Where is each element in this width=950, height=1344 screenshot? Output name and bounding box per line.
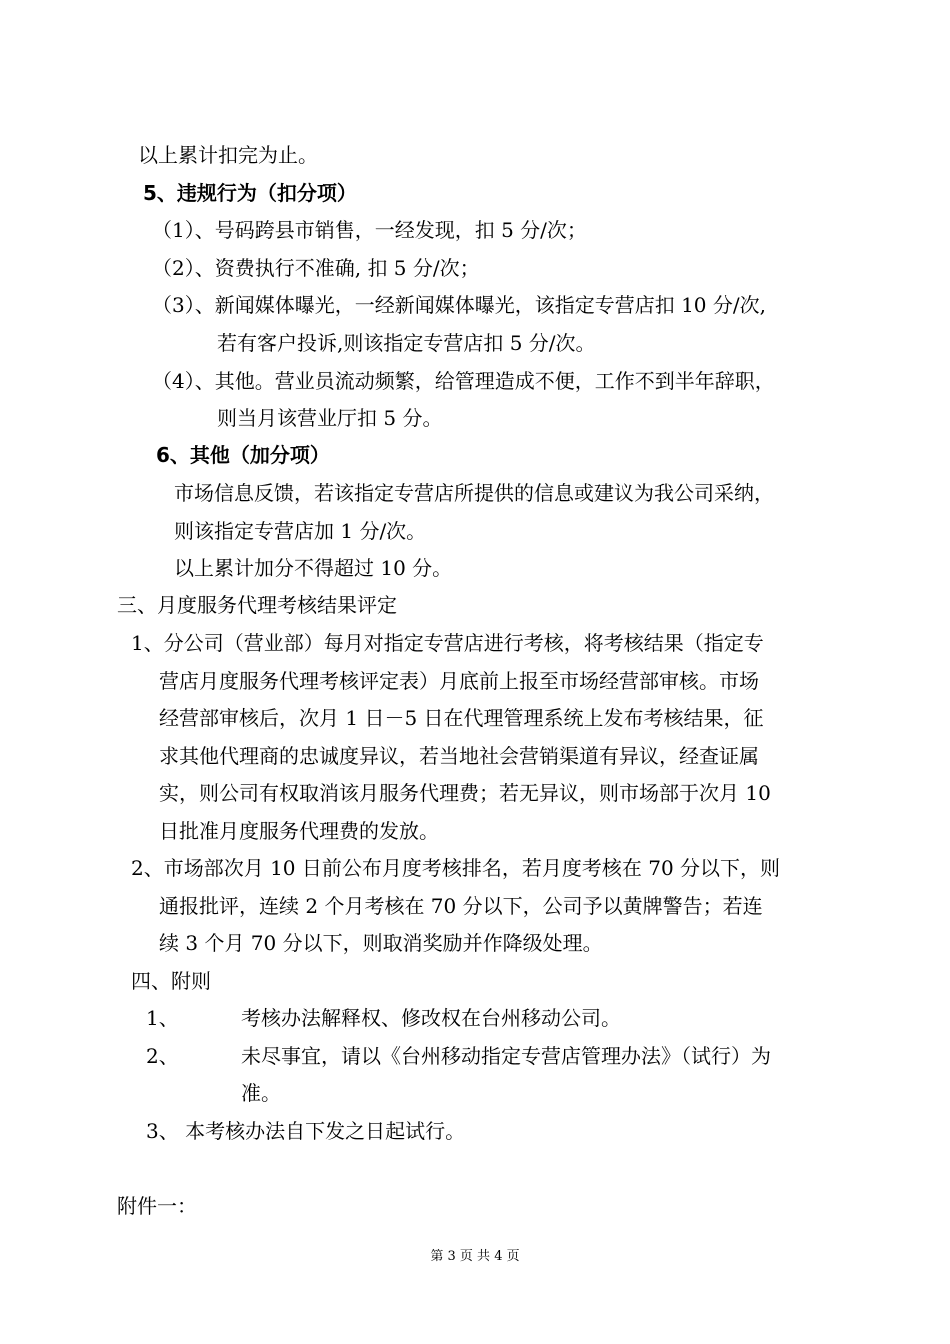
section4-item2-text-line1: 未尽事宜，请以《台州移动指定专营店管理办法》（试行）为 [241,1044,771,1068]
section4-item1-text: 考核办法解释权、修改权在台州移动公司。 [241,1006,621,1030]
section5-item3-line1: （3）、新闻媒体曝光，一经新闻媒体曝光，该指定专营店扣 10 分/次, [152,293,766,317]
section4-item2-number: 2、 [146,1044,179,1068]
section3-item1-line: 求其他代理商的忠诚度异议，若当地社会营销渠道有异议，经查证属 [159,744,759,768]
section3-item1-line: 实，则公司有权取消该月服务代理费；若无异议，则市场部于次月 10 [159,781,771,805]
section5-item4-line2: 则当月该营业厅扣 5 分。 [217,406,443,430]
section4-item3: 3、 本考核办法自下发之日起试行。 [146,1119,466,1143]
section3-item1-line: 营店月度服务代理考核评定表）月底前上报至市场经营部审核。市场 [159,669,759,693]
section3-item2-line: 续 3 个月 70 分以下，则取消奖励并作降级处理。 [159,931,603,955]
section3-item2-line: 通报批评，连续 2 个月考核在 70 分以下，公司予以黄牌警告；若连 [159,894,763,918]
section3-item1-line: 日批准月度服务代理费的发放。 [159,819,439,843]
page-footer: 第 3 页 共 4 页 [430,1249,520,1264]
section3-item2-line: 2、市场部次月 10 日前公布月度考核排名，若月度考核在 70 分以下，则 [131,856,781,880]
section5-item2: （2）、资费执行不准确, 扣 5 分/次； [152,256,480,280]
section5-item3-line2: 若有客户投诉,则该指定专营店扣 5 分/次。 [217,331,596,355]
section5-item1: （1）、号码跨县市销售，一经发现，扣 5 分/次； [152,218,587,242]
section6-para-line3: 以上累计加分不得超过 10 分。 [174,556,453,580]
section6-para-line2: 则该指定专营店加 1 分/次。 [174,519,427,543]
section6-para-line1: 市场信息反馈，若该指定专营店所提供的信息或建议为我公司采纳， [174,481,774,505]
section4-title: 四、附则 [131,969,211,993]
section3-title: 三、月度服务代理考核结果评定 [117,593,397,617]
continuation-text: 以上累计扣完为止。 [138,143,318,167]
section3-item1-line: 经营部审核后，次月 1 日－5 日在代理管理系统上发布考核结果，征 [159,706,764,730]
attachment-label: 附件一： [117,1194,197,1218]
section6-title: 6、其他（加分项） [156,443,330,467]
section3-item1-line: 1、分公司（营业部）每月对指定专营店进行考核，将考核结果（指定专 [131,631,764,655]
section4-item1-number: 1、 [146,1006,179,1030]
section5-title: 5、违规行为（扣分项） [143,181,357,205]
section5-item4-line1: （4）、其他。营业员流动频繁，给管理造成不便，工作不到半年辞职， [152,369,775,393]
section4-item2-text-line2: 准。 [241,1081,281,1105]
